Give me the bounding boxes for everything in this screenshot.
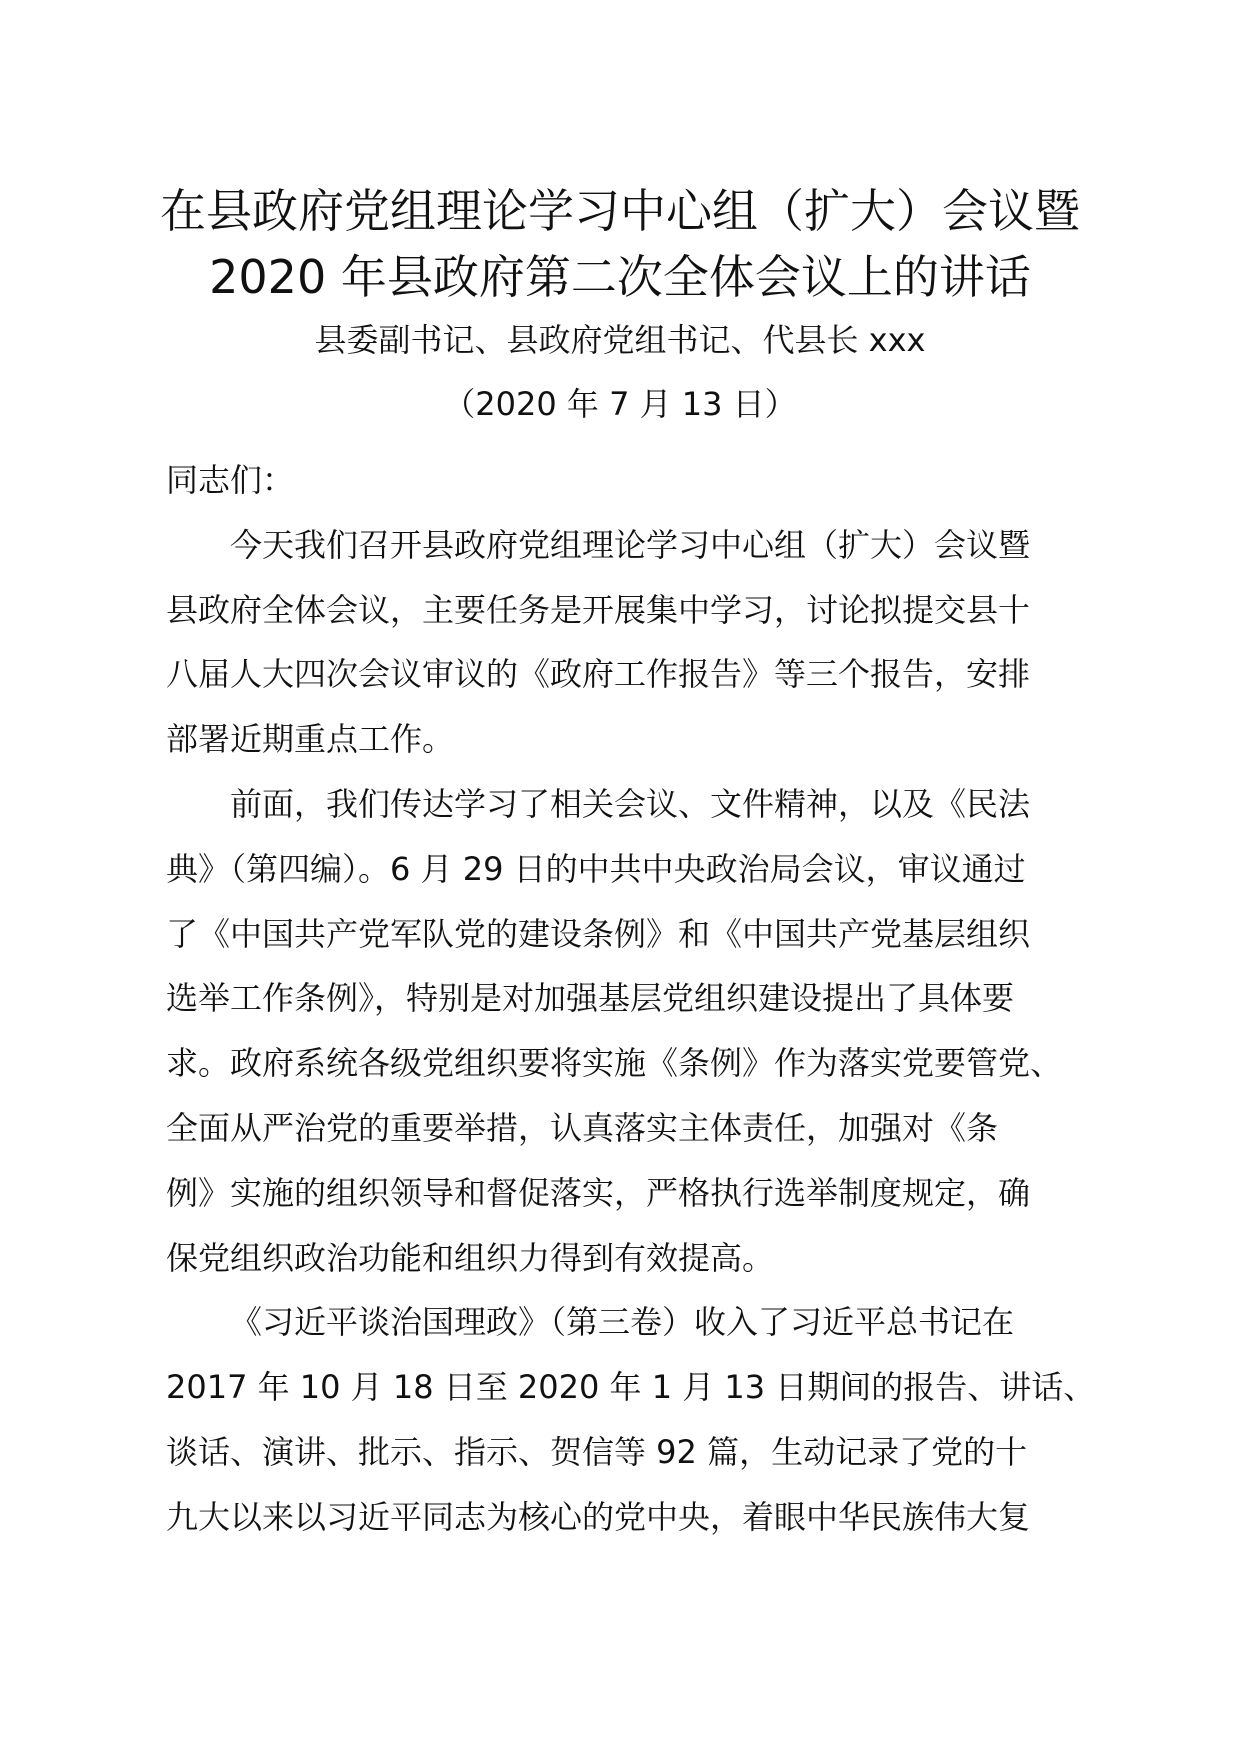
paragraph-line: 2017 年 10 月 18 日至 2020 年 1 月 13 日期间的报告、讲话、 xyxy=(166,1368,1096,1407)
speaker-byline: 县委副书记、县政府党组书记、代县长 xxx xyxy=(314,321,926,359)
speech-date: （2020 年 7 月 13 日） xyxy=(443,385,797,423)
title-line-1: 在县政府党组理论学习中心组（扩大）会议暨 xyxy=(160,184,1080,238)
paragraph-line: 选举工作条例》，特别是对加强基层党组织建设提出了具体要 xyxy=(166,979,1015,1018)
salutation: 同志们： xyxy=(166,461,295,499)
speech-body xyxy=(166,448,1096,1550)
paragraph-line: 求。政府系统各级党组织要将实施《条例》作为落实党要管党、 xyxy=(166,1044,1063,1083)
paragraph-line: 县政府全体会议，主要任务是开展集中学习，讨论拟提交县十 xyxy=(166,590,1031,629)
paragraph-line: 《习近平谈治国理政》（第三卷）收入了习近平总书记在 xyxy=(230,1303,1015,1342)
paragraph-2 xyxy=(166,772,1086,1290)
paragraph-line: 典》（第四编）。6 月 29 日的中共中央政治局会议，审议通过 xyxy=(166,849,1026,888)
paragraph-line: 前面，我们传达学习了相关会议、文件精神，以及《民法 xyxy=(230,784,1031,823)
paragraph-line: 九大以来以习近平同志为核心的党中央，着眼中华民族伟大复 xyxy=(166,1497,1031,1536)
paragraph-line: 全面从严治党的重要举措，认真落实主体责任，加强对《条 xyxy=(166,1108,999,1147)
paragraph-3 xyxy=(166,1290,1096,1549)
paragraph-line: 部署近期重点工作。 xyxy=(166,720,455,759)
paragraph-line: 保党组织政治功能和组织力得到有效提高。 xyxy=(166,1238,775,1277)
paragraph-line: 八届人大四次会议审议的《政府工作报告》等三个报告，安排 xyxy=(166,655,1031,694)
paragraph-line: 谈话、演讲、批示、指示、贺信等 92 篇，生动记录了党的十 xyxy=(166,1432,1028,1471)
paragraph-line: 例》实施的组织领导和督促落实，严格执行选举制度规定，确 xyxy=(166,1173,1031,1212)
paragraph-line: 了《中国共产党军队党的建设条例》和《中国共产党基层组织 xyxy=(166,914,1031,953)
document-title xyxy=(150,178,1090,310)
paragraph-line: 今天我们召开县政府党组理论学习中心组（扩大）会议暨 xyxy=(230,525,1031,564)
title-line-2: 2020 年县政府第二次全体会议上的讲话 xyxy=(209,250,1031,304)
paragraph-1 xyxy=(166,513,1086,772)
